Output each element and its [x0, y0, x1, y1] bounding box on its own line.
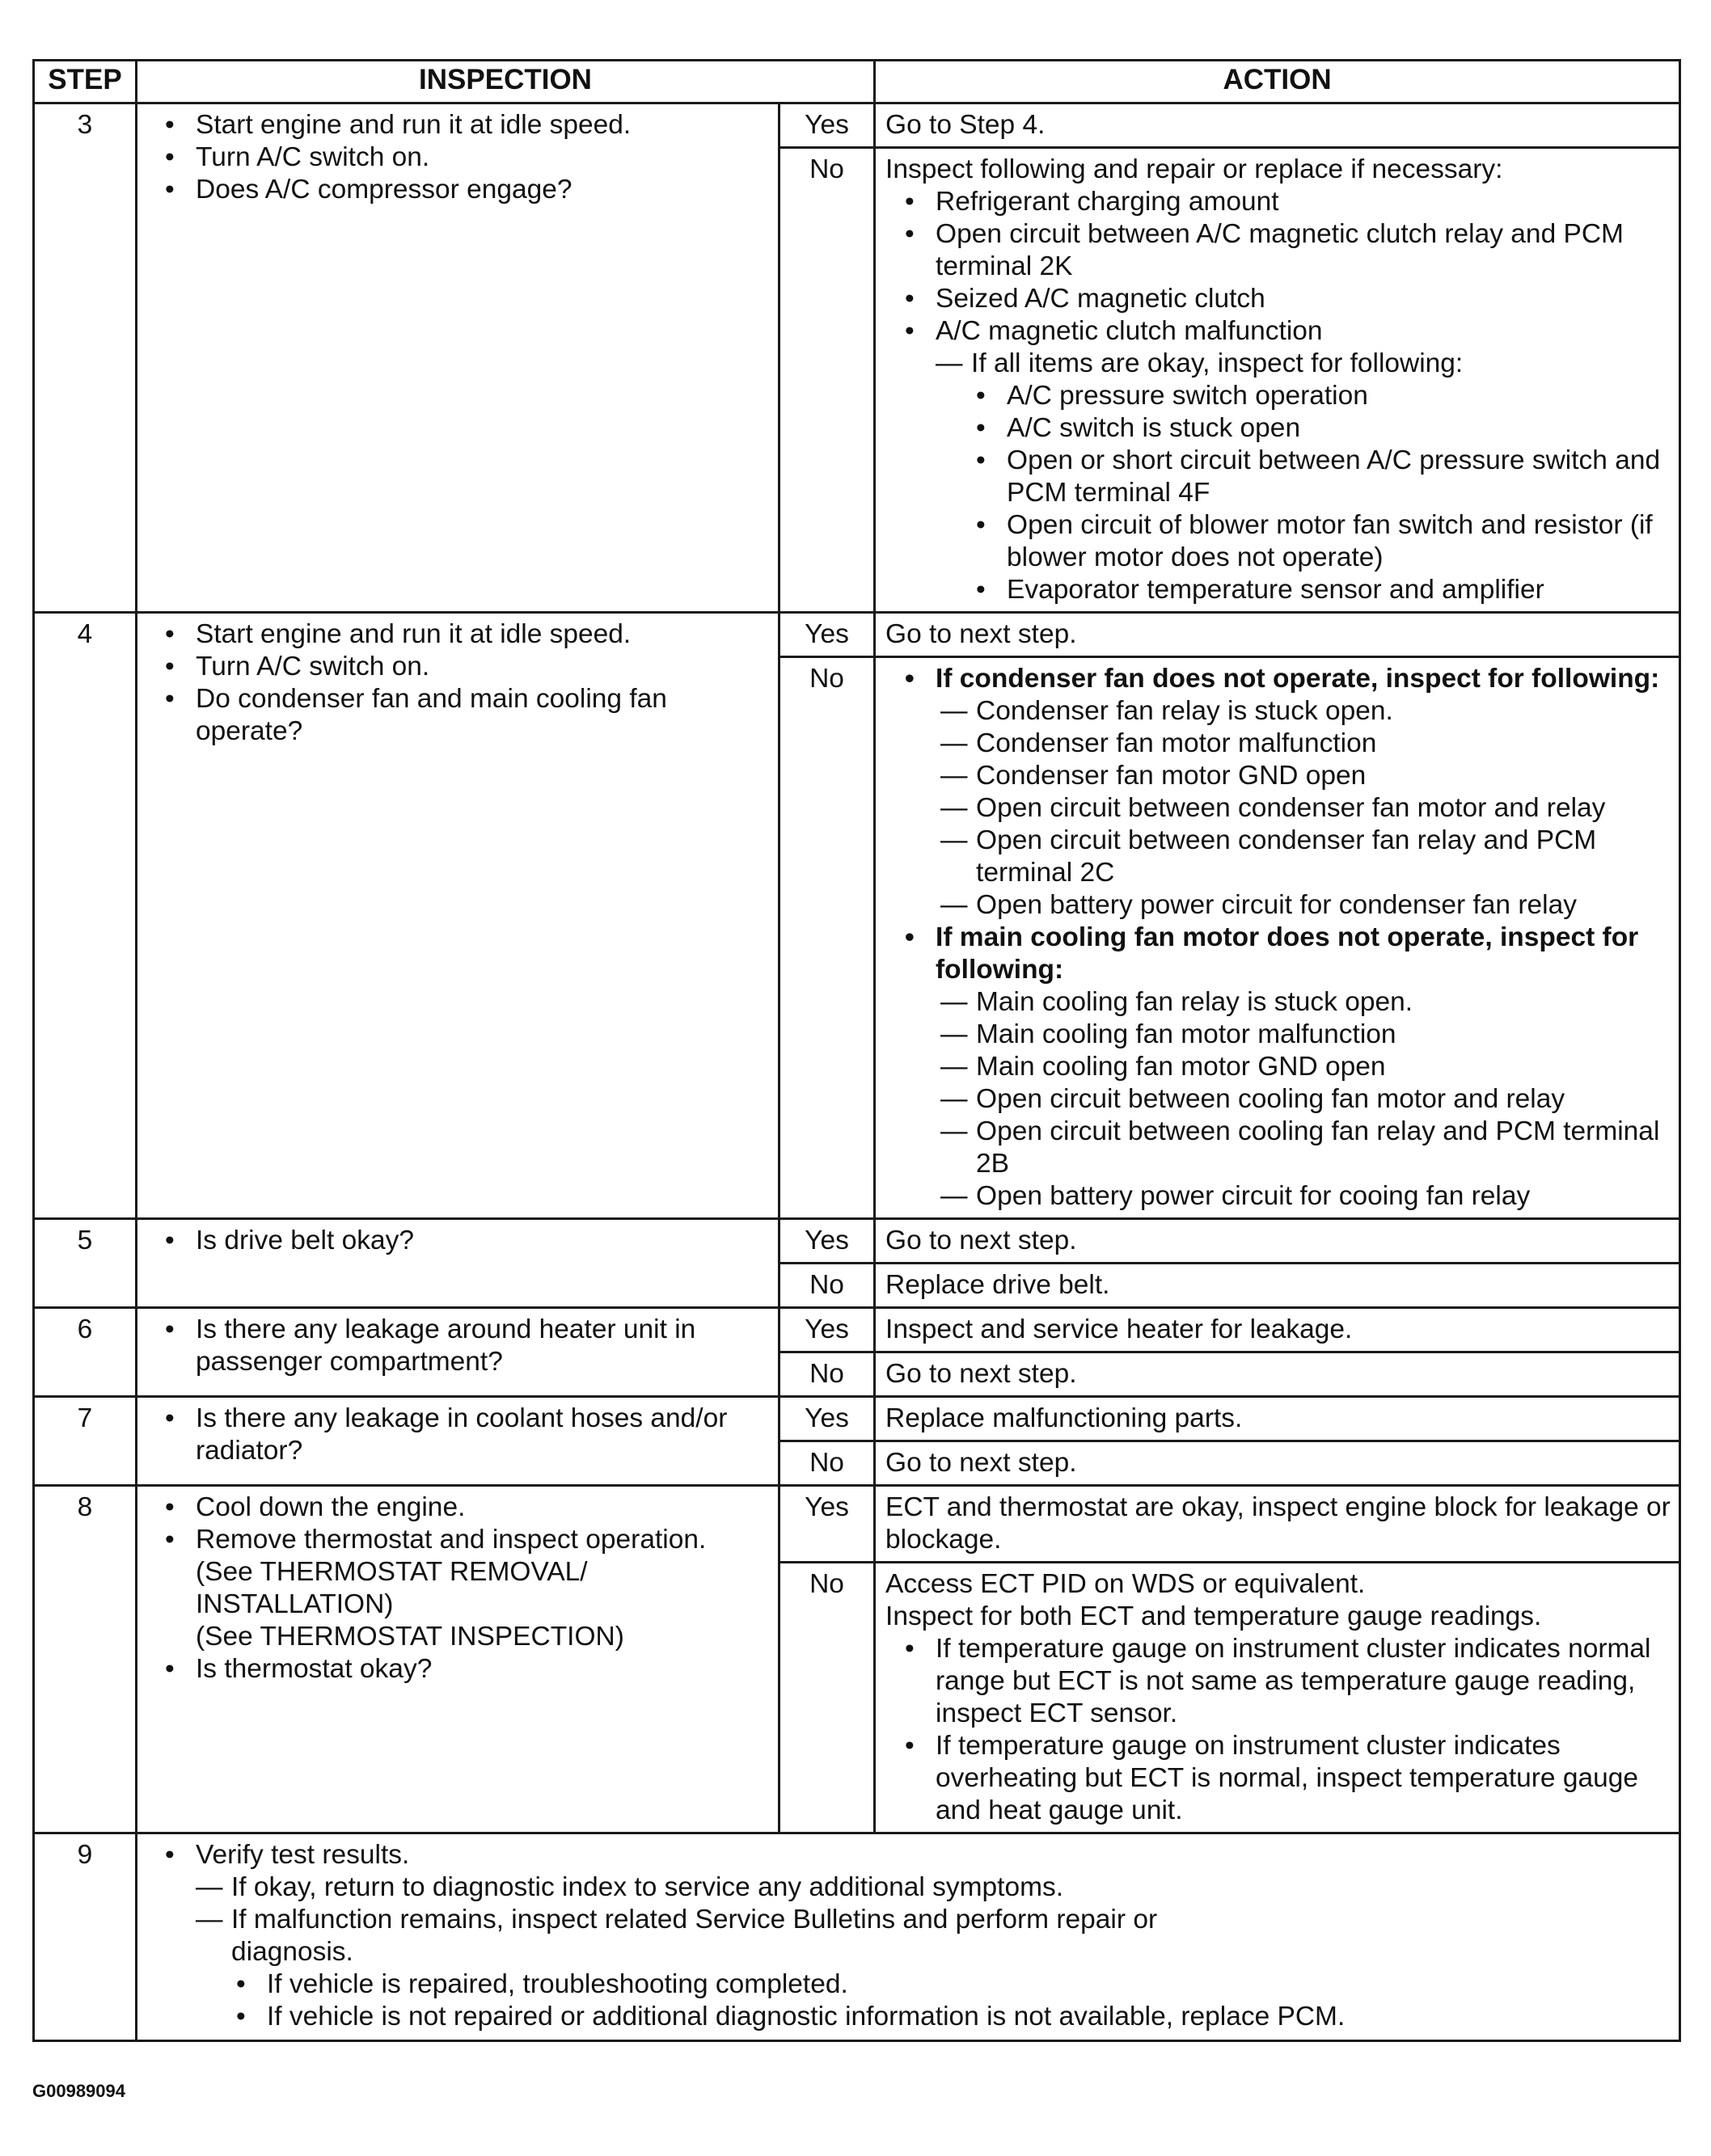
sub-list-item: — If all items are okay, inspect for following:	[936, 348, 1671, 380]
sub-list-item: — Main cooling fan relay is stuck open.	[940, 986, 1671, 1019]
step-number: 9	[34, 1833, 137, 2041]
list-item: • Verify test results.	[162, 1839, 1664, 1871]
table-row	[34, 103, 1680, 148]
list-item: • Open or short circuit between A/C pressure switch and PCM terminal 4F	[973, 445, 1671, 509]
list-item: • Cool down the engine.	[162, 1491, 763, 1524]
diagnostic-table	[32, 59, 1681, 2042]
yes-label: Yes	[779, 613, 875, 657]
inspection-cell	[137, 1219, 779, 1308]
figure-id: G00989094	[32, 2081, 125, 2101]
action-cell: Go to next step.	[875, 1441, 1680, 1486]
yes-label: Yes	[779, 1219, 875, 1264]
action-cell: Replace malfunctioning parts.	[875, 1397, 1680, 1441]
action-intro: Inspect following and repair or replace if necessary:	[885, 154, 1503, 184]
list-item: • Is drive belt okay?	[162, 1225, 763, 1257]
step-number: 6	[34, 1308, 137, 1397]
action-cell: Go to Step 4.	[875, 103, 1680, 148]
list-item: • Turn A/C switch on.	[162, 141, 763, 174]
list-heading: • If condenser fan does not operate, inspect for following:	[902, 663, 1671, 695]
no-label: No	[779, 1563, 875, 1833]
list-item: • If temperature gauge on instrument cluster indicates overheating but ECT is normal, inspect temperature gauge and heat gauge unit.	[902, 1730, 1671, 1827]
step-number: 5	[34, 1219, 137, 1308]
sub-list-item: — Open circuit between cooling fan motor and relay	[940, 1083, 1671, 1116]
inspection-cell	[137, 1397, 779, 1486]
sub-list-item: — Open circuit between cooling fan relay and PCM terminal 2B	[940, 1116, 1671, 1180]
list-item: • Refrigerant charging amount	[902, 186, 1671, 218]
action-line: Inspect for both ECT and temperature gauge readings.	[885, 1601, 1542, 1631]
no-label: No	[779, 657, 875, 1219]
list-item: • Start engine and run it at idle speed.	[162, 109, 763, 141]
step-number: 8	[34, 1486, 137, 1833]
yes-label: Yes	[779, 103, 875, 148]
table-row	[34, 613, 1680, 657]
no-label: No	[779, 1441, 875, 1486]
no-label: No	[779, 1264, 875, 1308]
diagnostic-procedure-sheet	[32, 59, 1679, 2042]
no-label: No	[779, 148, 875, 613]
action-cell: Go to next step.	[875, 1352, 1680, 1397]
list-item: • If temperature gauge on instrument cluster indicates normal range but ECT is not same as temperature gauge reading, inspect ECT sensor.	[902, 1633, 1671, 1730]
action-cell	[875, 1563, 1680, 1833]
sub-list-item: — Open battery power circuit for condenser fan relay	[940, 889, 1671, 922]
list-item: • Does A/C compressor engage?	[162, 174, 763, 206]
action-cell: Go to next step.	[875, 613, 1680, 657]
no-label: No	[779, 1352, 875, 1397]
sub-list-item: — Condenser fan motor GND open	[940, 760, 1671, 792]
sub-list-item: — Open battery power circuit for cooing fan relay	[940, 1180, 1671, 1213]
list-item: • Open circuit of blower motor fan switch and resistor (if blower motor does not operate)	[973, 509, 1671, 574]
reference-link[interactable]: (See THERMOSTAT REMOVAL/ INSTALLATION)	[196, 1557, 588, 1619]
list-item: • Start engine and run it at idle speed.	[162, 618, 763, 651]
action-cell: Go to next step.	[875, 1219, 1680, 1264]
table-row	[34, 1486, 1680, 1563]
list-item: • Turn A/C switch on.	[162, 651, 763, 683]
step-number: 4	[34, 613, 137, 1219]
list-item: • Evaporator temperature sensor and amplifier	[973, 574, 1671, 606]
sub-list-item: — Condenser fan relay is stuck open.	[940, 695, 1671, 728]
reference-link[interactable]: (See THERMOSTAT INSPECTION)	[196, 1622, 624, 1652]
yes-label: Yes	[779, 1308, 875, 1352]
list-item: • Seized A/C magnetic clutch	[902, 283, 1671, 315]
table-row	[34, 1833, 1680, 2041]
header-inspection: INSPECTION	[137, 61, 875, 103]
list-item: • Is thermostat okay?	[162, 1653, 763, 1686]
list-item: • Do condenser fan and main cooling fan operate?	[162, 683, 763, 748]
sub-list-item: — If malfunction remains, inspect related Service Bulletins and perform repair or diagnosis.	[196, 1904, 1282, 1968]
list-item: • A/C magnetic clutch malfunction	[902, 315, 1671, 348]
sub-list-item: — Main cooling fan motor malfunction	[940, 1019, 1671, 1051]
header-row	[34, 61, 1680, 103]
inspection-cell	[137, 103, 779, 613]
list-item	[162, 1524, 763, 1653]
inspection-cell	[137, 1486, 779, 1833]
sub-list-item: — If okay, return to diagnostic index to service any additional symptoms.	[196, 1871, 1664, 1904]
yes-label: Yes	[779, 1486, 875, 1563]
sub-list-item: — Main cooling fan motor GND open	[940, 1051, 1671, 1083]
table-row	[34, 1397, 1680, 1441]
step-number: 7	[34, 1397, 137, 1486]
action-cell	[875, 148, 1680, 613]
list-item: • If vehicle is not repaired or additional diagnostic information is not available, replace PCM.	[233, 2001, 1664, 2033]
header-step: STEP	[34, 61, 137, 103]
action-cell: Inspect and service heater for leakage.	[875, 1308, 1680, 1352]
list-item: • A/C switch is stuck open	[973, 412, 1671, 445]
list-item: • A/C pressure switch operation	[973, 380, 1671, 412]
list-heading: • If main cooling fan motor does not operate, inspect for following:	[902, 922, 1671, 986]
inspection-cell	[137, 613, 779, 1219]
table-row	[34, 1308, 1680, 1352]
table-row	[34, 1219, 1680, 1264]
sub-list-item: — Open circuit between condenser fan relay and PCM terminal 2C	[940, 825, 1671, 889]
inspection-cell	[137, 1308, 779, 1397]
yes-label: Yes	[779, 1397, 875, 1441]
list-item: • Open circuit between A/C magnetic clutch relay and PCM terminal 2K	[902, 218, 1671, 283]
list-item: • If vehicle is repaired, troubleshooting completed.	[233, 1968, 1664, 2001]
step-number: 3	[34, 103, 137, 613]
header-action: ACTION	[875, 61, 1680, 103]
action-cell	[875, 657, 1680, 1219]
list-item: • Is there any leakage around heater unit in passenger compartment?	[162, 1314, 763, 1378]
inspection-cell	[137, 1833, 1680, 2041]
list-item: • Is there any leakage in coolant hoses and/or radiator?	[162, 1403, 763, 1467]
action-cell: ECT and thermostat are okay, inspect engine block for leakage or blockage.	[875, 1486, 1680, 1563]
sub-list-item: — Condenser fan motor malfunction	[940, 728, 1671, 760]
list-item-text: • Remove thermostat and inspect operation.	[196, 1525, 707, 1555]
action-line: Access ECT PID on WDS or equivalent.	[885, 1569, 1366, 1599]
sub-list-item: — Open circuit between condenser fan motor and relay	[940, 792, 1671, 825]
action-cell: Replace drive belt.	[875, 1264, 1680, 1308]
